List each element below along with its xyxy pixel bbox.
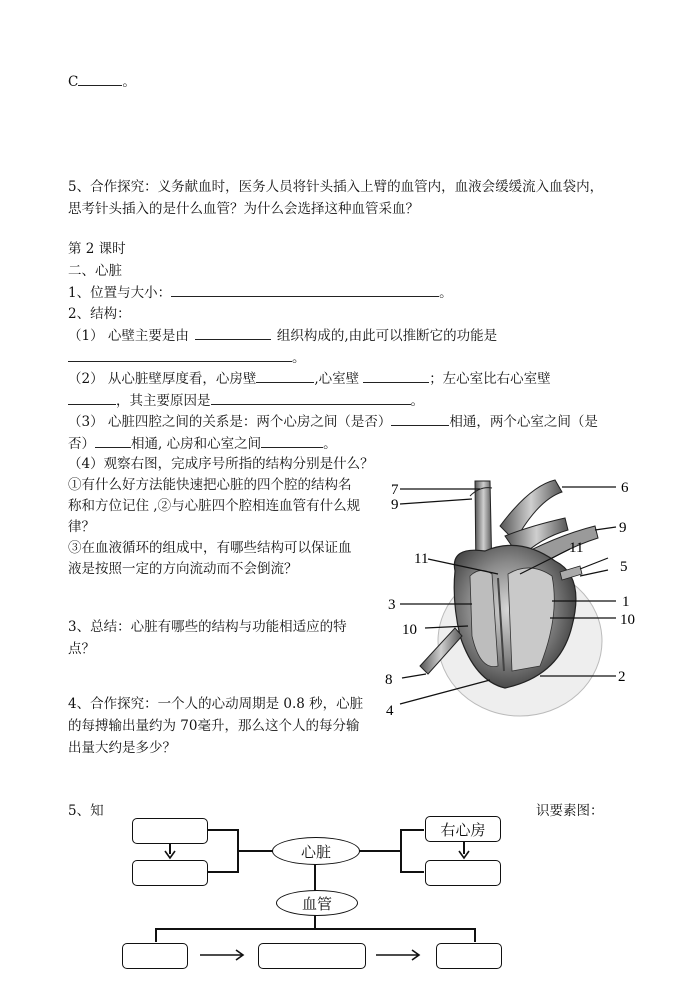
map-node-heart: 心脏 [272,837,360,865]
label-6: 6 [621,480,629,496]
blank-atrium-wall[interactable] [256,368,314,383]
map-box-bottom-middle[interactable] [258,943,366,969]
arrow-right-icon [200,949,246,961]
label-11-right: 11 [569,540,584,556]
q5-blood-donation-line2: 思考针头插入的是什么血管？为什么会选择这种血管采血？ [68,201,419,217]
label-3: 3 [388,597,396,613]
arrow-down-icon [164,850,176,860]
section-heading: 二、心脏 [68,263,122,279]
q5-blood-donation-line1: 5、合作探究：义务献血时，医务人员将针头插入上臂的血管内，血液会缓缓流入血袋内， [68,179,604,195]
label-9-left: 9 [391,497,399,513]
structure-q1-line2: 。 [68,347,306,369]
blank-function[interactable] [68,347,292,362]
item-position-size: 1、位置与大小： 。 [68,282,453,304]
q4-cardiac-line1: 4、合作探究：一个人的心动周期是 0.8 秒，心脏 [68,696,364,712]
q4-sub3-line1: ③在血液循环的组成中，有哪些结构可以保证血 [68,540,352,556]
heart-diagram [380,466,670,726]
q4-cardiac-line2: 的每搏输出量约为 70毫升，那么这个人的每分输 [68,718,360,734]
q4-sub1-line3: 律？ [68,519,95,535]
q4-sub1-line2: 称和方位记住 ,②与心脏四个腔相连血管有什么规 [68,498,361,514]
label-1: 1 [622,594,630,610]
blank-position-size[interactable] [171,282,439,297]
label-10-left: 10 [402,622,417,638]
q4-sub3-line2: 液是按照一定的方向流动而不会倒流？ [68,561,298,577]
structure-q2-line1: （2） 从心脏壁厚度看，心房壁 ,心室壁 ；左心室比右心室壁 [68,368,551,390]
label-10-right: 10 [620,612,635,628]
blank-tissue[interactable] [195,325,271,340]
structure-q3-line2: 否） 相通, 心房和心室之间 。 [68,433,337,455]
q5-knowledge-label-right: 识要素图： [536,803,604,819]
blank-atria-connect[interactable] [391,411,449,426]
map-box-right-bottom[interactable] [425,860,501,886]
map-box-left-bottom[interactable] [132,860,208,886]
label-11-left: 11 [414,551,429,567]
arrow-right-icon [376,949,422,961]
answer-line-c: C 。 [68,71,136,93]
label-4: 4 [386,703,394,719]
structure-q3-line1: （3） 心脏四腔之间的关系是：两个心房之间（是否） 相通，两个心室之间（是 [68,411,598,433]
lesson-title: 第 2 课时 [68,241,126,257]
arrow-down-icon [458,850,470,860]
map-node-right-atrium: 右心房 [425,816,501,842]
label-2: 2 [618,669,626,685]
label-7: 7 [391,482,399,498]
blank-left-ventricle[interactable] [68,390,116,405]
blank-c[interactable] [78,71,122,86]
c-label: C [68,74,79,90]
q3-summary-line1: 3、总结：心脏有哪些的结构与功能相适应的特 [68,619,347,635]
blank-ventricle-wall[interactable] [363,368,429,383]
map-box-left-top[interactable] [132,818,208,844]
map-box-bottom-right[interactable] [436,943,502,969]
label-5: 5 [620,559,628,575]
blank-ventricles-connect[interactable] [95,433,131,448]
label-8: 8 [385,672,393,688]
blank-reason[interactable] [211,390,411,405]
map-node-vessel: 血管 [276,890,358,916]
structure-q4: （4）观察右图，完成序号所指的结构分别是什么？ [68,456,374,472]
structure-q1-line1: （1） 心壁主要是由 组织构成的,由此可以推断它的功能是 [68,325,497,347]
map-box-bottom-left[interactable] [122,943,188,969]
q3-summary-line2: 点？ [68,641,95,657]
q5-knowledge-label: 5、知 [68,803,104,819]
q4-sub1-line1: ①有什么好方法能快速把心脏的四个腔的结构名 [68,477,352,493]
q4-cardiac-line3: 出量大约是多少？ [68,740,176,756]
blank-atrium-ventricle[interactable] [261,433,323,448]
item-structure: 2、结构： [68,306,131,322]
structure-q2-line2: ，其主要原因是 。 [68,390,424,412]
label-9-right: 9 [619,520,627,536]
